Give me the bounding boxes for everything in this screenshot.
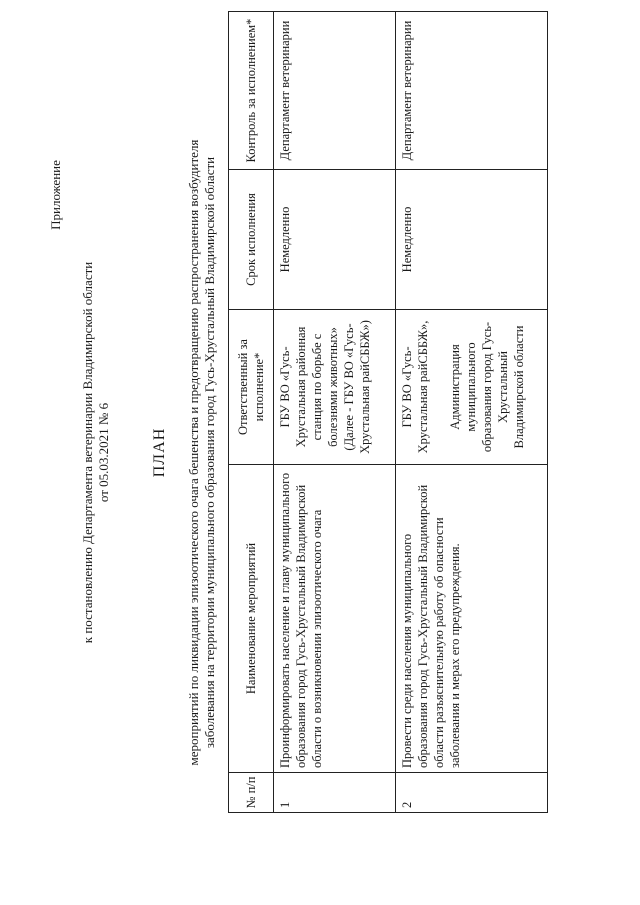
header-term: Срок исполнения bbox=[229, 170, 274, 310]
header-control: Контроль за исполнением* bbox=[229, 12, 274, 170]
row-action: Провести среди населения муниципального образования город Гусь-Хрустальный Владимирской области разъяснительную работу об опасности заболевания и мерах его предупреждения. bbox=[396, 465, 548, 773]
row-control: Департамент ветеринарии bbox=[396, 12, 548, 170]
header-action: Наименование мероприятий bbox=[229, 465, 274, 773]
row-responsible: ГБУ ВО «Гусь-Хрустальная районная станция по борьбе с болезнями животных» (Далее - ГБУ ВО «Гусь-Хрустальная райСББЖ») bbox=[274, 310, 396, 465]
row-control: Департамент ветеринарии bbox=[274, 12, 396, 170]
header-num: № п/п bbox=[229, 773, 274, 813]
responsible-secondary: Администрация муниципального образования город Гусь-Хрустальный Владимирской области bbox=[448, 321, 526, 453]
row-term: Немедленно bbox=[274, 170, 396, 310]
row-term: Немедленно bbox=[396, 170, 548, 310]
order-reference-line1: к постановлению Департамента ветеринарии Владимирской области bbox=[80, 261, 95, 644]
table-row bbox=[396, 12, 548, 813]
row-number: 1 bbox=[274, 773, 396, 813]
appendix-label: Приложение bbox=[48, 160, 63, 230]
table-row bbox=[274, 12, 396, 813]
order-reference-line2: от 05.03.2021 № 6 bbox=[96, 402, 111, 503]
document-subtitle-line2: заболевания на территории муниципального образования город Гусь-Хрустальный Владимирской области bbox=[202, 156, 217, 749]
document-title: ПЛАН bbox=[151, 427, 168, 478]
row-responsible bbox=[396, 310, 548, 465]
row-number: 2 bbox=[396, 773, 548, 813]
table-header-row bbox=[229, 12, 274, 813]
header-responsible: Ответственный за исполнение* bbox=[229, 310, 274, 465]
row-action: Проинформировать население и главу муниципального образования город Гусь-Хрустальный Владимирской области о возникновении эпизоотического очага bbox=[274, 465, 396, 773]
responsible-primary: ГБУ ВО «Гусь-Хрустальная райСББЖ», bbox=[400, 320, 430, 454]
document-subtitle-line1: мероприятий по ликвидации эпизоотического очага бешенства и предотвращению распространения возбудителя bbox=[186, 139, 201, 766]
plan-table bbox=[228, 11, 548, 813]
